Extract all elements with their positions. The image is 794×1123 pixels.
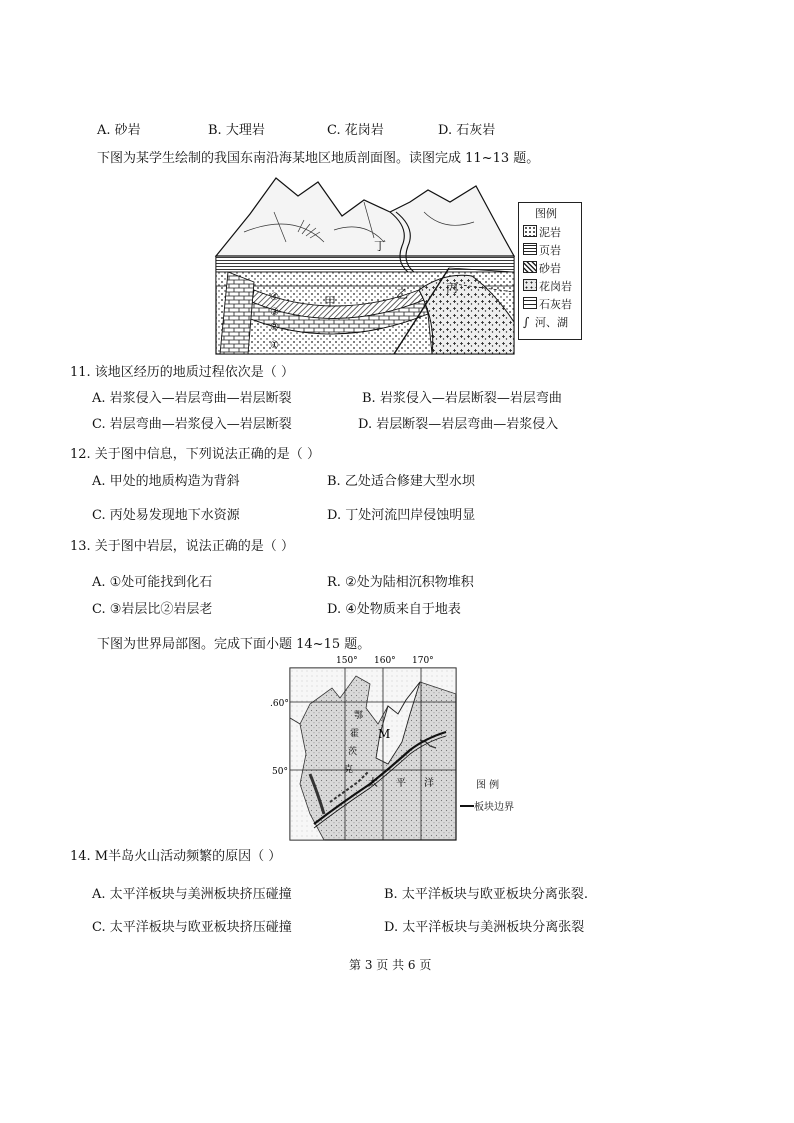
ocean-label-1: 太 <box>368 778 378 789</box>
q11-option-a: A. 岩浆侵入—岩层弯曲—岩层断裂 <box>92 391 292 406</box>
figure1-legend <box>518 202 582 340</box>
lat-label-50: 50° <box>272 767 288 777</box>
label-n4: ④ <box>270 292 279 303</box>
legend-label: 河、湖 <box>535 316 568 329</box>
q11-option-b: B. 岩浆侵入—岩层断裂—岩层弯曲 <box>362 391 562 406</box>
lon-label-160: 160° <box>374 656 396 666</box>
legend-row-granite <box>523 279 572 294</box>
legend-label: 板块边界 <box>474 802 514 813</box>
lon-label-150: 150° <box>336 656 358 666</box>
lon-label-170: 170° <box>412 656 434 666</box>
legend-row-limestone <box>523 297 572 312</box>
q10-option-c: C. 花岗岩 <box>327 123 384 138</box>
legend-title: 图例 <box>535 207 557 220</box>
label-n1: ① <box>270 340 279 351</box>
q10-option-b: B. 大理岩 <box>208 123 265 138</box>
sea-label-3: 茨 <box>348 747 358 757</box>
geologic-section-figure <box>214 172 584 356</box>
q11-option-d: D. 岩层断裂—岩层弯曲—岩浆侵入 <box>358 417 559 432</box>
legend-label: 页岩 <box>539 244 561 257</box>
q14-option-c: C. 太平洋板块与欧亚板块挤压碰撞 <box>92 920 292 935</box>
mudstone-swatch <box>523 225 537 237</box>
limestone-swatch <box>523 297 537 309</box>
q13-option-b: R. ②处为陆相沉积物堆积 <box>327 575 474 590</box>
q13-option-d: D. ④处物质来自于地表 <box>327 602 461 617</box>
sea-label-1: 鄂 <box>354 711 364 721</box>
legend-label: 砂岩 <box>539 262 561 275</box>
label-bing: 丙 <box>446 281 459 295</box>
label-ding: 丁 <box>374 239 387 253</box>
q12-stem: 12. 关于图中信息，下列说法正确的是（ ） <box>70 447 320 462</box>
ocean-label-3: 洋 <box>424 778 434 789</box>
label-jia: 甲 <box>324 295 337 309</box>
figure1-intro: 下图为某学生绘制的我国东南沿海某地区地质剖面图。读图完成 11~13 题。 <box>97 151 540 166</box>
legend-label: 泥岩 <box>539 226 561 239</box>
q12-option-c: C. 丙处易发现地下水资源 <box>92 508 240 523</box>
world-map-drawing <box>270 654 530 844</box>
sandstone-swatch <box>523 261 537 273</box>
q12-option-d: D. 丁处河流凹岸侵蚀明显 <box>327 508 476 523</box>
shale-swatch <box>523 243 537 255</box>
q10-option-d: D. 石灰岩 <box>438 123 496 138</box>
q12-option-a: A. 甲处的地质构造为背斜 <box>92 474 240 489</box>
page-footer: 第 3 页 共 6 页 <box>349 958 432 972</box>
legend-row-river <box>523 315 568 330</box>
river-lake-icon: ∫ <box>523 315 530 329</box>
sea-label-4: 克 <box>344 765 354 775</box>
legend-label: 石灰岩 <box>539 298 572 311</box>
label-n2: ② <box>270 322 279 333</box>
q14-option-d: D. 太平洋板块与美洲板块分离张裂 <box>384 920 585 935</box>
figure2-legend-row <box>460 798 514 813</box>
legend-label: 花岗岩 <box>539 280 572 293</box>
q14-option-a: A. 太平洋板块与美洲板块挤压碰撞 <box>92 887 292 902</box>
lat-label-60: .60° <box>270 699 289 709</box>
q14-option-b: B. 太平洋板块与欧亚板块分离张裂. <box>384 887 588 902</box>
figure2-legend-title: 图 例 <box>476 780 500 791</box>
sea-label-2: 霍 <box>350 729 360 739</box>
label-n3: ③ <box>270 307 279 318</box>
granite-swatch <box>523 279 537 291</box>
ocean-label-2: 平 <box>396 778 406 789</box>
q13-stem: 13. 关于图中岩层，说法正确的是（ ） <box>70 539 294 554</box>
q13-option-a: A. ①处可能找到化石 <box>92 575 213 590</box>
legend-row-sandstone <box>523 261 561 276</box>
q14-stem: 14. M半岛火山活动频繁的原因（ ） <box>70 849 282 864</box>
figure2-intro: 下图为世界局部图。完成下面小题 14~15 题。 <box>97 637 371 652</box>
q11-option-c: C. 岩层弯曲—岩浆侵入—岩层断裂 <box>92 417 292 432</box>
legend-row-shale <box>523 243 561 258</box>
plate-boundary-swatch <box>460 805 474 807</box>
q13-option-c: C. ③岩层比②岩层老 <box>92 602 213 617</box>
q12-option-b: B. 乙处适合修建大型水坝 <box>327 474 475 489</box>
q10-option-a: A. 砂岩 <box>97 123 141 138</box>
label-m: M <box>378 727 391 741</box>
q11-stem: 11. 该地区经历的地质过程依次是（ ） <box>70 365 294 380</box>
legend-row-mudstone <box>523 225 561 240</box>
label-yi: 乙 <box>396 287 409 301</box>
world-map-figure <box>270 654 530 844</box>
